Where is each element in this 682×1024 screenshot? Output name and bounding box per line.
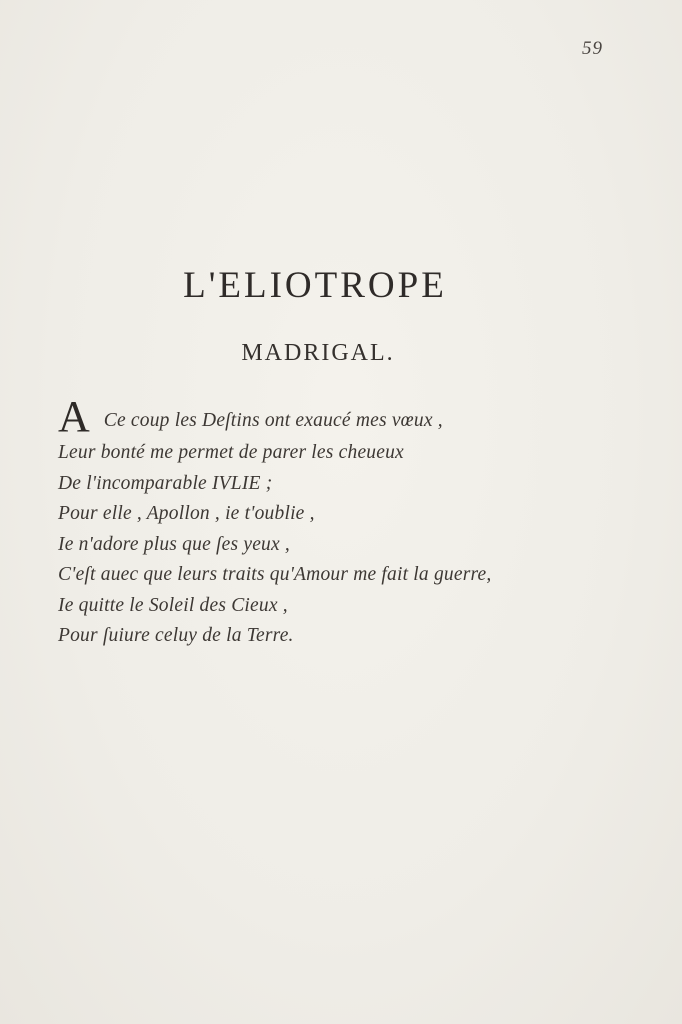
verse-line: Ie n'adore plus que ſes yeux , — [58, 533, 291, 555]
poem-title: L'ELIOTROPE — [183, 265, 447, 306]
verse-line: Pour ſuiure celuy de la Terre. — [58, 625, 294, 646]
poem-subtitle: MADRIGAL. — [241, 340, 395, 366]
verse-line: C'eſt auec que leurs traits qu'Amour me fait la guerre, — [58, 564, 492, 585]
verse-line: Ie quitte le Soleil des Cieux , — [58, 594, 288, 616]
page-number: 59 — [582, 38, 603, 59]
verse-line: Pour elle , Apollon , ie t'oublie , — [58, 503, 315, 524]
verse-line: Leur bonté me permet de parer les cheueux — [58, 442, 404, 463]
first-verse-text: Ce coup les Deſtins ont exaucé mes vœux , — [103, 410, 443, 431]
first-verse — [58, 392, 658, 441]
drop-cap: A — [58, 392, 90, 441]
verse-line: De l'incomparable IVLIE ; — [58, 472, 273, 494]
poem-body — [58, 392, 658, 652]
